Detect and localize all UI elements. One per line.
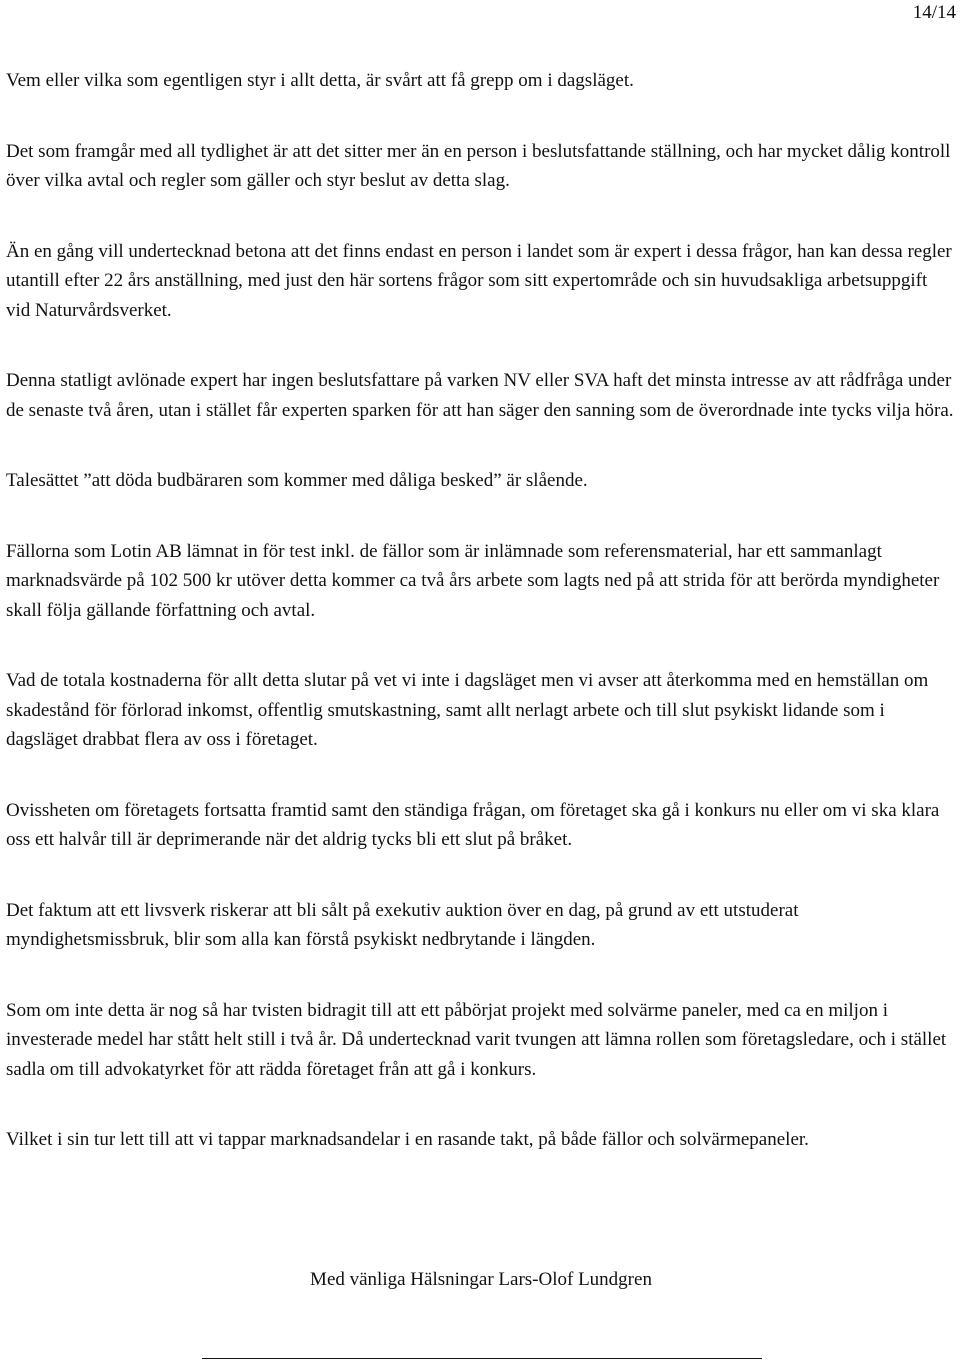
- paragraph: Vilket i sin tur lett till att vi tappar marknadsandelar i en rasande takt, på både fällor och solvärmepaneler.: [6, 1129, 809, 1150]
- paragraph: Ovissheten om företagets fortsatta framtid samt den ständiga frågan, om företaget ska gå i konkurs nu eller om vi ska klara oss ett halvår till är deprimerande när det aldrig tycks bli ett slut på bråket.: [6, 799, 940, 850]
- signature-text: Med vänliga Hälsningar Lars-Olof Lundgren: [310, 1269, 652, 1290]
- paragraph: Denna statligt avlönade expert har ingen beslutsfattare på varken NV eller SVA haft det minsta intresse av att rådfråga under de senaste två åren, utan i stället får experten sparken för att han säger den sanning som de överordnade inte tycks vilja höra.: [6, 370, 954, 421]
- paragraph: Än en gång vill undertecknad betona att det finns endast en person i landet som är expert i dessa frågor, han kan dessa regler utantill efter 22 års anställning, med just den här sortens frågor som sitt expertområde och sin huvudsakliga arbetsuppgift vid Naturvårdsverket.: [6, 240, 952, 321]
- page-number: 14/14: [912, 2, 956, 23]
- paragraph: Det faktum att ett livsverk riskerar att bli sålt på exekutiv auktion över en dag, på grund av ett utstuderat myndighetsmissbruk, blir som alla kan förstå psykiskt nedbrytande i längden.: [6, 899, 799, 950]
- paragraph: Det som framgår med all tydlighet är att det sitter mer än en person i beslutsfattande ställning, och har mycket dålig kontroll över vilka avtal och regler som gäller och styr beslut av detta slag.: [6, 140, 951, 191]
- paragraph: Som om inte detta är nog så har tvisten bidragit till att ett påbörjat projekt med solvärme paneler, med ca en miljon i investerade medel har stått helt still i två år. Då undertecknad varit tvungen att lämna rollen som företagsledare, och i stället sadla om till advokatyrket för att rädda företaget från att gå i konkurs.: [6, 999, 947, 1080]
- paragraph: Fällorna som Lotin AB lämnat in för test inkl. de fällor som är inlämnade som referensmaterial, har ett sammanlagt marknadsvärde på 102 500 kr utöver detta kommer ca två års arbete som lagts ned på att strida för att berörda myndigheter skall följa gällande författning och avtal.: [6, 540, 940, 621]
- paragraph: Vem eller vilka som egentligen styr i allt detta, är svårt att få grepp om i dagsläget.: [6, 70, 634, 91]
- paragraph: Vad de totala kostnaderna för allt detta slutar på vet vi inte i dagsläget men vi avser att återkomma med en hemställan om skadestånd för förlorad inkomst, offentlig smutskastning, samt allt nerlagt arbete och till slut psykiskt lidande som i dagsläget drabbat flera av oss i företaget.: [6, 670, 929, 750]
- paragraph: Talesättet ”att döda budbäraren som kommer med dåliga besked” är slående.: [6, 470, 588, 491]
- document-body: [6, 66, 954, 1196]
- signature-line: [202, 1358, 762, 1359]
